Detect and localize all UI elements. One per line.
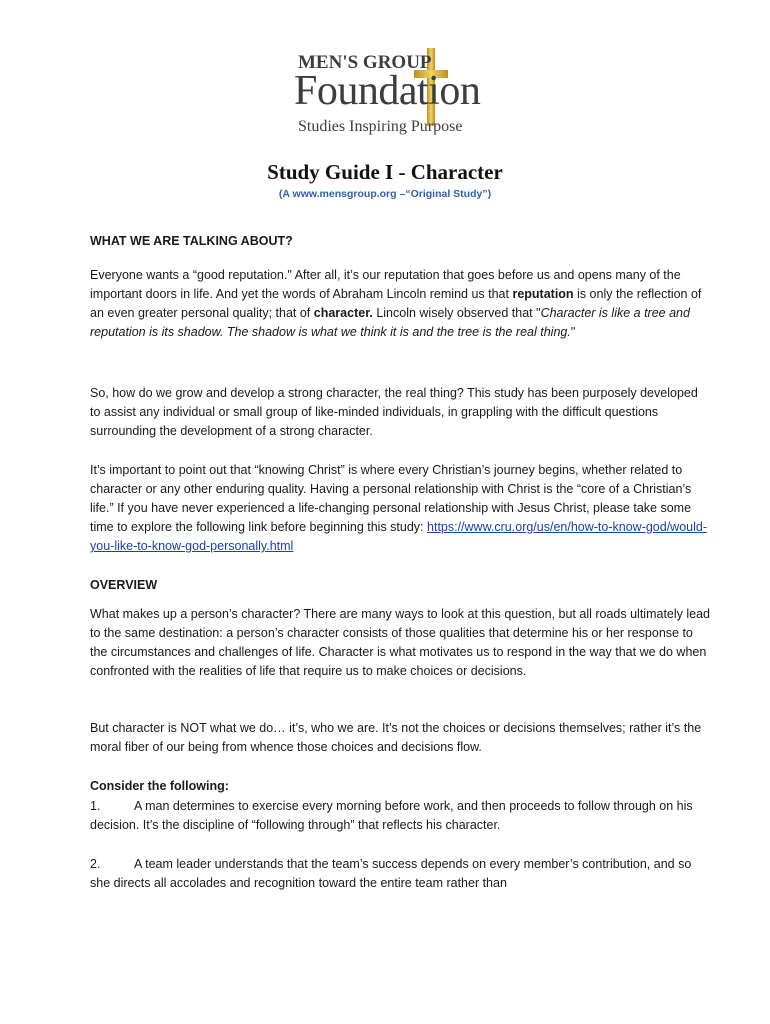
intro-text-3: Lincoln wisely observed that " <box>372 306 541 320</box>
character-not-paragraph: But character is NOT what we do… it’s, who we are. It’s not the choices or decisions themselves; rather it’s the moral fiber of our being from whence those choices and decisions flow. <box>90 721 702 754</box>
page-subtitle: (A www.mensgroup.org –“Original Study”) <box>278 188 492 200</box>
list-item-number: 2. <box>90 857 101 871</box>
knowing-christ-paragraph <box>90 461 710 556</box>
intro-text-4: " <box>570 325 576 339</box>
section-heading-what-we-are-talking-about: WHAT WE ARE TALKING ABOUT? <box>90 234 293 248</box>
cru-link[interactable]: https://www.cru.org/us/en/how-to-know-god/would-you-like-to-know-god-personally.html <box>90 520 708 553</box>
intro-bold-reputation: reputation <box>512 287 574 301</box>
list-item-text: A man determines to exercise every morning before work, and then proceeds to follow through on his decision. It’s the discipline of “following through” that reflects his character. <box>90 799 693 832</box>
consider-heading: Consider the following: <box>90 779 229 793</box>
list-item <box>90 797 710 835</box>
list-item-number: 1. <box>90 799 101 813</box>
list-item-text: A team leader understands that the team’s success depends on every member’s contribution, and so she directs all accolades and recognition toward the entire team rather than <box>90 857 692 890</box>
overview-paragraph: What makes up a person’s character? There are many ways to look at this question, but all roads ultimately lead to the same destination: a person’s character consists of those qualities that determine his or her response to the circumstances and challenges of life. Character is what motivates us to respond in the way that we do when confronted with the realities of life that require us to make choices or decisions. <box>90 607 710 678</box>
intro-text-2: is only the reflection of an even greater personal quality; that of <box>90 287 702 320</box>
logo-text-mens-group: MEN'S GROUP <box>298 52 432 73</box>
page-title: Study Guide I - Character <box>267 160 503 184</box>
foundation-logo <box>290 44 510 144</box>
logo-tagline: Studies Inspiring Purpose <box>298 118 463 135</box>
list-item <box>90 855 710 893</box>
intro-bold-character: character. <box>313 306 373 320</box>
knowing-christ-text: It’s important to point out that “knowing Christ” is where every Christian’s journey begins, whether related to character or any other enduring quality. Having a personal relationship with Christ is the “core of a Christian’s life.” If you have never experienced a life-changing personal relationship with Jesus Christ, please take some time to explore the following link before beginning this study: <box>90 463 692 534</box>
section-heading-overview: OVERVIEW <box>90 578 158 592</box>
lincoln-quote: Character is like a tree and reputation is its shadow. The shadow is what we think it is and the tree is the real thing. <box>90 306 690 339</box>
intro-text-1: Everyone wants a “good reputation." After all, it’s our reputation that goes before us and opens many of the important doors in life. And yet the words of Abraham Lincoln remind us that <box>90 268 681 301</box>
intro-paragraph <box>90 266 710 342</box>
logo-text-foundation: Foundation <box>294 68 481 114</box>
purpose-paragraph: So, how do we grow and develop a strong character, the real thing? This study has been purposely developed to assist any individual or small group of like-minded individuals, in grappling with the difficult questions surrounding the development of a strong character. <box>90 386 698 438</box>
